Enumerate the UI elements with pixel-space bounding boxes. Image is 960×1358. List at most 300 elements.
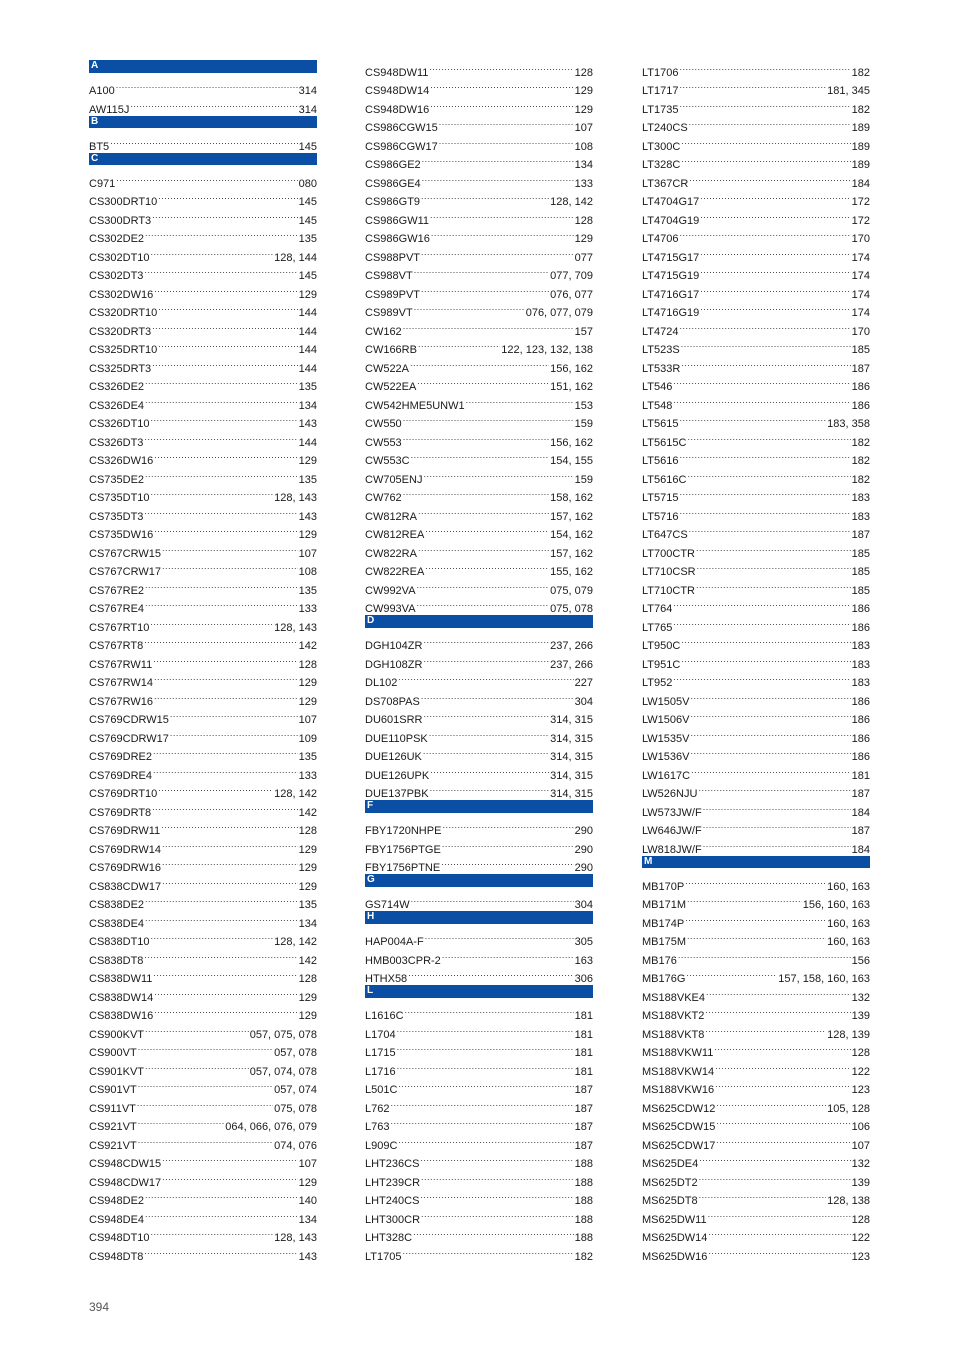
- dot-leader: [418, 501, 549, 520]
- product-code: MB170P: [642, 880, 685, 893]
- dot-leader: [398, 1075, 573, 1094]
- product-code: CS302DT10: [89, 251, 150, 264]
- dot-leader: [698, 779, 850, 798]
- dot-leader: [439, 113, 574, 132]
- page-reference: 128, 142: [550, 196, 593, 208]
- dot-leader: [145, 1204, 298, 1223]
- dot-leader: [441, 853, 573, 872]
- page-reference: 057, 074: [274, 1084, 317, 1096]
- dot-leader: [422, 168, 574, 187]
- page-reference: 144: [298, 325, 317, 338]
- page-reference: 133: [298, 769, 317, 782]
- product-code: CS921VT: [89, 1121, 137, 1133]
- product-code: L763: [365, 1121, 390, 1133]
- page-reference: 154, 162: [550, 529, 593, 541]
- page-reference: 135: [298, 899, 317, 911]
- product-code: CS735DT10: [89, 492, 150, 504]
- dot-leader: [144, 501, 297, 520]
- product-code: CS948DE2: [89, 1195, 145, 1207]
- page-reference: 159: [574, 473, 593, 486]
- dot-leader: [423, 464, 573, 483]
- dot-leader: [700, 187, 850, 206]
- dot-leader: [418, 335, 500, 354]
- page-reference: 170: [851, 233, 870, 245]
- product-code: CW522A: [365, 362, 410, 375]
- dot-leader: [158, 298, 297, 317]
- dot-leader: [715, 1075, 850, 1094]
- product-code: MS188VKW11: [642, 1047, 714, 1059]
- section-header: A: [89, 60, 317, 73]
- page-reference: 182: [851, 436, 870, 449]
- page-reference: 075, 078: [550, 603, 593, 615]
- index-entry: [365, 1001, 593, 1020]
- dot-leader: [154, 520, 297, 539]
- dot-leader: [678, 945, 851, 964]
- product-code: LW1505V: [642, 695, 690, 708]
- dot-leader: [691, 742, 851, 761]
- product-code: LHT236CS: [365, 1158, 420, 1170]
- dot-leader: [681, 631, 850, 650]
- product-code: CS900KVT: [89, 1028, 145, 1041]
- page-reference: 186: [851, 732, 870, 745]
- page-reference: 188: [574, 1195, 593, 1207]
- product-code: CS769DRW14: [89, 843, 161, 856]
- product-code: CS302DT3: [89, 270, 144, 282]
- page-reference: 174: [851, 288, 870, 301]
- dot-leader: [152, 353, 297, 372]
- product-code: CS838DE4: [89, 917, 145, 930]
- dot-leader: [691, 705, 851, 724]
- page-reference: 129: [574, 103, 593, 116]
- dot-leader: [691, 760, 851, 779]
- dot-leader: [697, 557, 851, 576]
- dot-leader: [706, 982, 851, 1001]
- page-reference: 129: [298, 843, 317, 856]
- dot-leader: [145, 1056, 249, 1075]
- page-reference: 155, 162: [550, 566, 593, 578]
- page-reference: 129: [298, 288, 317, 301]
- page-reference: 163: [574, 954, 593, 967]
- product-code: LT5715: [642, 492, 679, 504]
- dot-leader: [152, 797, 297, 816]
- dot-leader: [153, 742, 298, 761]
- product-code: CS767RE2: [89, 584, 145, 597]
- product-code: CS986CGW17: [365, 140, 438, 153]
- dot-leader: [162, 1149, 298, 1168]
- dot-leader: [390, 1093, 573, 1112]
- product-code: CS988VT: [365, 270, 413, 282]
- page-reference: 142: [298, 954, 317, 967]
- page-reference: 156, 160, 163: [802, 899, 870, 911]
- dot-leader: [154, 686, 298, 705]
- page-reference: 135: [298, 233, 317, 245]
- dot-leader: [700, 279, 850, 298]
- product-code: LT4715G19: [642, 270, 700, 282]
- page-reference: 108: [574, 140, 593, 153]
- product-code: CS948DW11: [365, 66, 429, 79]
- page-reference: 145: [298, 214, 317, 227]
- page-reference: 187: [851, 788, 870, 800]
- dot-leader: [417, 575, 550, 594]
- product-code: MS625DE4: [642, 1158, 699, 1170]
- dot-leader: [138, 1075, 273, 1094]
- product-code: MS625CDW17: [642, 1139, 716, 1152]
- dot-leader: [442, 816, 573, 835]
- page-reference: 160, 163: [827, 880, 870, 893]
- product-code: LT367CR: [642, 177, 689, 190]
- page-reference: 182: [851, 66, 870, 79]
- dot-leader: [153, 964, 297, 983]
- page-reference: 186: [851, 399, 870, 412]
- page-reference: 188: [574, 1158, 593, 1170]
- page-reference: 145: [298, 196, 317, 208]
- product-code: LW1535V: [642, 732, 690, 745]
- dot-leader: [421, 1167, 574, 1186]
- dot-leader: [681, 131, 850, 150]
- index-entry: [89, 76, 317, 95]
- page-reference: 181: [574, 1047, 593, 1059]
- dot-leader: [691, 723, 851, 742]
- product-code: FBY1720NHPE: [365, 825, 442, 837]
- product-code: CS769CDRW15: [89, 714, 169, 726]
- page-reference: 132: [851, 991, 870, 1004]
- product-code: CW992VA: [365, 584, 416, 597]
- product-code: CS300DRT10: [89, 196, 158, 208]
- page-reference: 174: [851, 307, 870, 319]
- page-reference: 187: [851, 825, 870, 837]
- product-code: LW1506V: [642, 714, 690, 726]
- product-code: GS714W: [365, 899, 410, 911]
- dot-leader: [138, 1038, 273, 1057]
- dot-leader: [421, 279, 549, 298]
- page-reference: 306: [574, 973, 593, 985]
- product-code: L1715: [365, 1047, 396, 1059]
- dot-leader: [145, 594, 298, 613]
- product-code: CW993VA: [365, 603, 416, 615]
- dot-leader: [442, 834, 574, 853]
- product-code: LT647CS: [642, 529, 688, 541]
- product-code: MS625DT2: [642, 1176, 698, 1189]
- dot-leader: [145, 224, 298, 243]
- product-code: CS988PVT: [365, 251, 421, 264]
- dot-leader: [686, 964, 777, 983]
- page-reference: 057, 078: [274, 1047, 317, 1059]
- page-reference: 105, 128: [827, 1102, 870, 1115]
- product-code: MS188VKW14: [642, 1065, 715, 1078]
- dot-leader: [398, 1130, 573, 1149]
- product-code: CS326DE4: [89, 399, 145, 412]
- page-reference: 139: [851, 1176, 870, 1189]
- index-entry: [365, 1056, 593, 1078]
- page-reference: 305: [574, 936, 593, 948]
- dot-leader: [144, 427, 297, 446]
- dot-leader: [145, 575, 298, 594]
- dot-leader: [411, 446, 550, 465]
- index-column-1: [89, 57, 317, 1263]
- page-reference: 186: [851, 621, 870, 634]
- dot-leader: [708, 1204, 851, 1223]
- product-code: CS989VT: [365, 307, 413, 319]
- page-reference: 107: [851, 1139, 870, 1152]
- dot-leader: [673, 612, 850, 631]
- product-code: CS838DW16: [89, 1010, 154, 1022]
- dot-leader: [144, 945, 297, 964]
- dot-leader: [144, 1241, 297, 1260]
- index-entry: [642, 631, 870, 650]
- page-reference: 187: [574, 1084, 593, 1096]
- dot-leader: [699, 1167, 851, 1186]
- page-reference: 128, 143: [274, 1232, 317, 1244]
- dot-leader: [154, 279, 297, 298]
- dot-leader: [414, 298, 525, 317]
- page-reference: 129: [298, 991, 317, 1004]
- dot-leader: [708, 1241, 850, 1260]
- product-code: LW646JW/F: [642, 825, 702, 837]
- page-reference: 182: [851, 455, 870, 467]
- page-reference: 135: [298, 473, 317, 486]
- product-code: MB174P: [642, 917, 685, 930]
- dot-leader: [421, 187, 549, 206]
- product-code: L501C: [365, 1084, 398, 1096]
- index-entry: [365, 1093, 593, 1115]
- dot-leader: [673, 668, 850, 687]
- page-reference: 185: [851, 547, 870, 560]
- index-entry: [365, 631, 593, 650]
- dot-leader: [420, 1186, 573, 1205]
- page-reference: 145: [298, 140, 317, 153]
- product-code: CS735DE2: [89, 473, 145, 486]
- product-code: CS325DRT10: [89, 344, 158, 356]
- dot-leader: [685, 908, 826, 927]
- page-reference: 129: [298, 1010, 317, 1022]
- dot-leader: [162, 871, 298, 890]
- dot-leader: [421, 1204, 574, 1223]
- page-reference: 314: [298, 103, 317, 116]
- page-reference: 075, 078: [274, 1102, 317, 1115]
- page-reference: 074, 076: [274, 1139, 317, 1152]
- dot-leader: [699, 1149, 850, 1168]
- dot-leader: [150, 612, 273, 631]
- dot-leader: [431, 224, 574, 243]
- page-reference: 143: [298, 1250, 317, 1263]
- page-reference: 186: [851, 751, 870, 763]
- product-code: LT5615: [642, 418, 679, 430]
- page-reference: 181: [574, 1028, 593, 1041]
- page-reference: 128: [851, 1213, 870, 1226]
- dot-leader: [417, 372, 549, 391]
- product-code: CS948DE4: [89, 1213, 145, 1226]
- dot-leader: [162, 834, 298, 853]
- page-reference: 290: [574, 862, 593, 874]
- product-code: LT4716G17: [642, 288, 700, 301]
- product-code: LT5615C: [642, 436, 687, 449]
- product-code: DS708PAS: [365, 695, 420, 708]
- product-code: MS625CDW12: [642, 1102, 716, 1115]
- dot-leader: [699, 1186, 827, 1205]
- dot-leader: [685, 871, 826, 890]
- dot-leader: [110, 131, 297, 150]
- product-code: CS767RT10: [89, 621, 150, 634]
- page-reference: 182: [574, 1250, 593, 1263]
- product-code: CS948DT8: [89, 1250, 144, 1263]
- page-reference: 151, 162: [550, 381, 593, 393]
- page-reference: 187: [574, 1102, 593, 1115]
- product-code: CW553: [365, 436, 402, 449]
- product-code: CS302DE2: [89, 233, 145, 245]
- dot-leader: [153, 760, 298, 779]
- dot-leader: [680, 57, 851, 76]
- page-reference: 187: [851, 529, 870, 541]
- page-reference: 129: [298, 880, 317, 893]
- dot-leader: [680, 409, 827, 428]
- product-code: LT4704G17: [642, 196, 700, 208]
- dot-leader: [145, 1019, 249, 1038]
- page-reference: 123: [851, 1084, 870, 1096]
- product-code: MB171M: [642, 899, 687, 911]
- dot-leader: [151, 409, 298, 428]
- product-code: CS735DW16: [89, 529, 154, 541]
- page-reference: 183: [851, 658, 870, 671]
- dot-leader: [715, 1056, 850, 1075]
- dot-leader: [680, 76, 827, 95]
- product-code: CS769DRT10: [89, 788, 158, 800]
- product-code: DUE126UPK: [365, 769, 430, 782]
- product-code: CS320DRT10: [89, 307, 158, 319]
- page-reference: 188: [574, 1232, 593, 1244]
- dot-leader: [423, 742, 549, 761]
- dot-leader: [144, 261, 297, 280]
- dot-leader: [680, 501, 851, 520]
- dot-leader: [689, 113, 851, 132]
- dot-leader: [145, 908, 298, 927]
- page-reference: 143: [298, 510, 317, 523]
- dot-leader: [403, 1241, 574, 1260]
- product-code: LW1617C: [642, 769, 691, 782]
- product-code: MB175M: [642, 936, 687, 948]
- product-code: LT5716: [642, 510, 679, 523]
- page-reference: 156, 162: [550, 362, 593, 375]
- page-reference: 057, 075, 078: [249, 1028, 317, 1041]
- dot-leader: [691, 686, 851, 705]
- page-reference: 134: [574, 159, 593, 171]
- product-code: L762: [365, 1102, 390, 1115]
- dot-leader: [681, 353, 850, 372]
- page-reference: 189: [851, 122, 870, 134]
- dot-leader: [705, 1001, 850, 1020]
- page-reference: 129: [574, 85, 593, 97]
- product-code: LT710CSR: [642, 566, 696, 578]
- page-reference: 076, 077, 079: [525, 307, 593, 319]
- index-entry: [365, 1019, 593, 1041]
- section-header: M: [642, 856, 870, 869]
- dot-leader: [421, 242, 574, 261]
- product-code: LW818JW/F: [642, 843, 702, 856]
- section-header: D: [365, 615, 593, 628]
- dot-leader: [403, 427, 549, 446]
- page-reference: 075, 079: [550, 584, 593, 597]
- product-code: LT5616: [642, 455, 679, 467]
- product-code: CS986GE2: [365, 159, 421, 171]
- product-code: L1704: [365, 1028, 396, 1041]
- page-reference: 170: [851, 325, 870, 338]
- index-entry: [89, 187, 317, 206]
- product-code: LT548: [642, 399, 673, 412]
- page-reference: 122: [851, 1065, 870, 1078]
- page-reference: 128: [574, 214, 593, 227]
- index-entry: [365, 57, 593, 79]
- product-code: CS767RW16: [89, 695, 153, 708]
- page-reference: 183: [851, 492, 870, 504]
- dot-leader: [425, 557, 549, 576]
- product-code: LW526NJU: [642, 788, 698, 800]
- page-reference: 174: [851, 251, 870, 264]
- product-code: CS767RT8: [89, 640, 144, 652]
- page-reference: 142: [298, 640, 317, 652]
- page-reference: 184: [851, 843, 870, 856]
- dot-leader: [705, 1019, 826, 1038]
- product-code: LT4724: [642, 325, 679, 338]
- dot-leader: [716, 1112, 850, 1131]
- dot-leader: [162, 538, 298, 557]
- product-code: CS769DRE2: [89, 751, 152, 763]
- product-code: DGH104ZR: [365, 640, 423, 652]
- page-reference: 183: [851, 640, 870, 652]
- dot-leader: [696, 538, 851, 557]
- dot-leader: [405, 1001, 574, 1020]
- index-entry: [365, 890, 593, 909]
- product-code: L1616C: [365, 1010, 404, 1022]
- dot-leader: [151, 483, 274, 502]
- product-code: LT764: [642, 603, 673, 615]
- product-code: CS948CDW17: [89, 1176, 162, 1189]
- index-entry: [642, 668, 870, 687]
- page-reference: 159: [574, 418, 593, 430]
- dot-leader: [689, 168, 850, 187]
- product-code: CS986CGW15: [365, 122, 438, 134]
- dot-leader: [161, 816, 298, 835]
- dot-leader: [413, 1223, 574, 1242]
- page-reference: 183: [851, 510, 870, 523]
- dot-leader: [418, 538, 549, 557]
- page-reference: 109: [298, 732, 317, 745]
- index-entry: [365, 1038, 593, 1057]
- product-code: CW550: [365, 418, 402, 430]
- product-code: MS625DW14: [642, 1232, 708, 1244]
- section-header: G: [365, 874, 593, 887]
- page-reference: 160, 163: [827, 917, 870, 930]
- section-header: F: [365, 800, 593, 813]
- page-reference: 184: [851, 177, 870, 190]
- page-reference: 158, 162: [550, 492, 593, 504]
- product-code: CS921VT: [89, 1139, 137, 1152]
- product-code: CW705ENJ: [365, 473, 423, 486]
- dot-leader: [680, 94, 851, 113]
- page-reference: 057, 074, 078: [249, 1065, 317, 1078]
- page-reference: 157, 162: [550, 510, 593, 523]
- dot-leader: [151, 242, 274, 261]
- page-reference: 144: [298, 362, 317, 375]
- product-code: LT4706: [642, 233, 679, 245]
- dot-leader: [681, 335, 851, 354]
- dot-leader: [680, 316, 851, 335]
- product-code: CW812RA: [365, 510, 417, 523]
- dot-leader: [430, 94, 573, 113]
- dot-leader: [403, 483, 549, 502]
- page-reference: 188: [574, 1176, 593, 1189]
- product-code: CS948DT10: [89, 1232, 150, 1244]
- dot-leader: [158, 779, 273, 798]
- page-reference: 129: [298, 862, 317, 874]
